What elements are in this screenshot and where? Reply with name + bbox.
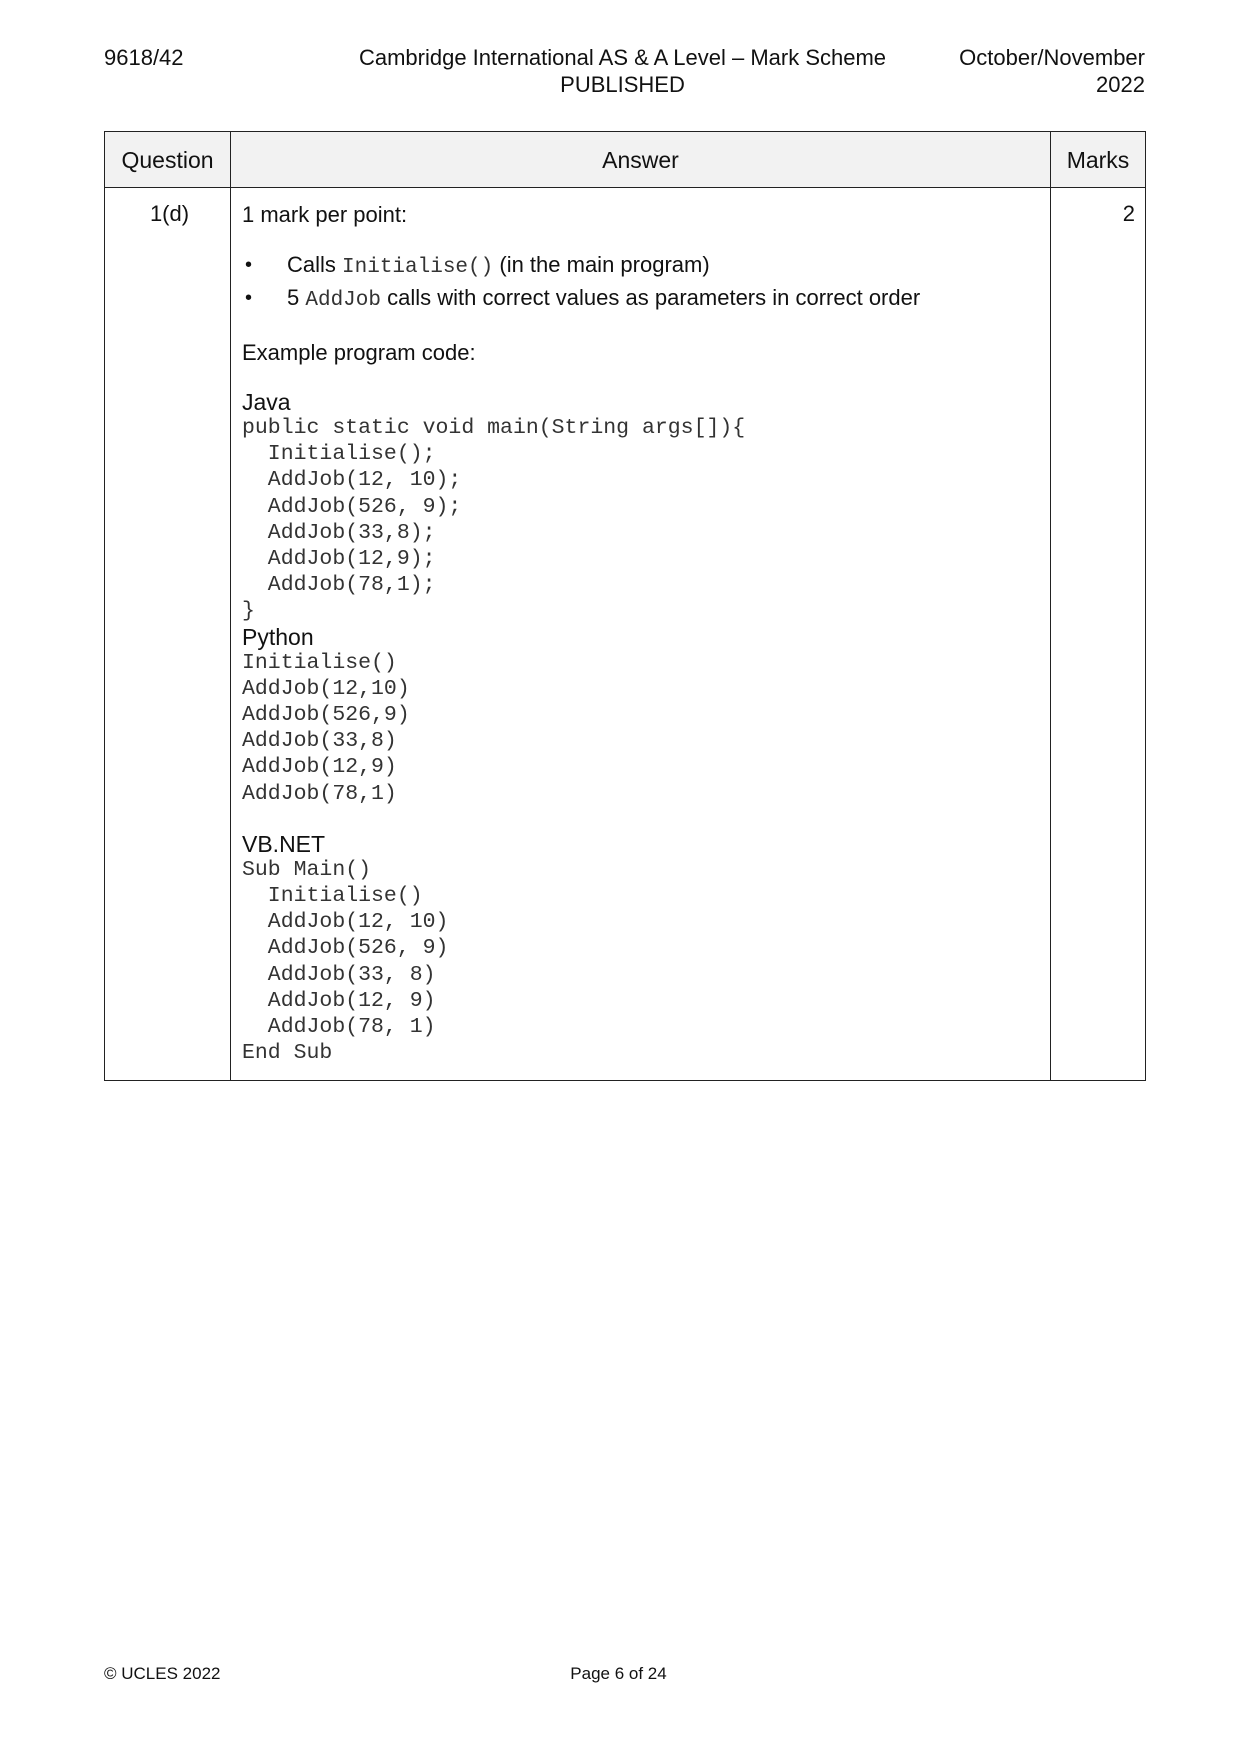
code-line: public static void main(String args[]){: [242, 416, 746, 440]
code-line: AddJob(78,1): [242, 781, 397, 806]
point-text: (in the main program): [493, 252, 710, 277]
java-code-block: [242, 415, 1040, 625]
point-text: Calls: [287, 252, 343, 277]
inline-code: Initialise(): [342, 256, 494, 279]
code-line: End Sub: [242, 1041, 333, 1066]
question-column-header: Question: [105, 132, 231, 188]
inline-code: AddJob: [305, 289, 381, 312]
answer-column-header: Answer: [231, 132, 1051, 188]
python-code-block: [242, 650, 1040, 807]
bullet-icon: •: [245, 254, 253, 276]
copyright: © UCLES 2022: [104, 1664, 221, 1683]
example-label: Example program code:: [242, 340, 476, 365]
session-year: 2022: [1096, 72, 1145, 97]
point-text: 5: [287, 285, 306, 310]
table-row: [105, 188, 1146, 1081]
code-line: AddJob(12, 9): [242, 988, 436, 1013]
marking-point-1: [242, 250, 1040, 283]
vbnet-label: VB.NET: [242, 830, 326, 857]
exam-session: [959, 44, 1145, 98]
code-line: }: [242, 599, 255, 624]
code-line: AddJob(526,9): [242, 703, 410, 728]
table-header-row: [105, 132, 1146, 188]
answer-cell: [231, 188, 1051, 1081]
session-month: October/November: [959, 45, 1145, 70]
question-number: 1(d): [105, 188, 231, 1081]
code-line: Initialise(): [242, 650, 397, 675]
page-number: Page 6 of 24: [570, 1664, 667, 1683]
code-line: Initialise();: [242, 442, 436, 467]
bullet-icon: •: [245, 287, 253, 309]
marking-intro: 1 mark per point:: [242, 202, 408, 227]
code-line: AddJob(526, 9);: [242, 494, 462, 519]
point-text: calls with correct values as parameters in correct order: [380, 285, 921, 310]
code-line: AddJob(78,1);: [242, 573, 436, 598]
code-line: AddJob(12, 10);: [242, 468, 462, 493]
code-line: AddJob(12,10): [242, 676, 410, 701]
marking-points: [242, 250, 1040, 316]
mark-scheme-table: [104, 131, 1146, 1081]
published-label: PUBLISHED: [560, 72, 685, 97]
marks-column-header: Marks: [1051, 132, 1146, 188]
code-line: AddJob(78, 1): [242, 1015, 436, 1040]
title-line: Cambridge International AS & A Level – Mark Scheme: [358, 45, 887, 70]
code-line: Sub Main(): [242, 857, 372, 882]
code-line: Initialise(): [242, 884, 423, 909]
python-label: Python: [242, 623, 314, 650]
code-line: AddJob(12,9);: [242, 547, 436, 572]
code-line: AddJob(12, 10): [242, 910, 449, 935]
vbnet-code-block: [242, 857, 1040, 1067]
code-line: AddJob(33, 8): [242, 962, 436, 987]
code-line: AddJob(33,8);: [242, 520, 436, 545]
marking-point-2: [242, 283, 1040, 316]
code-line: AddJob(33,8): [242, 729, 397, 754]
marks-value: 2: [1051, 188, 1146, 1081]
paper-code: 9618/42: [104, 45, 184, 70]
code-line: AddJob(526, 9): [242, 936, 449, 961]
document-title: [330, 44, 915, 98]
code-line: AddJob(12,9): [242, 755, 397, 780]
java-label: Java: [242, 389, 291, 415]
